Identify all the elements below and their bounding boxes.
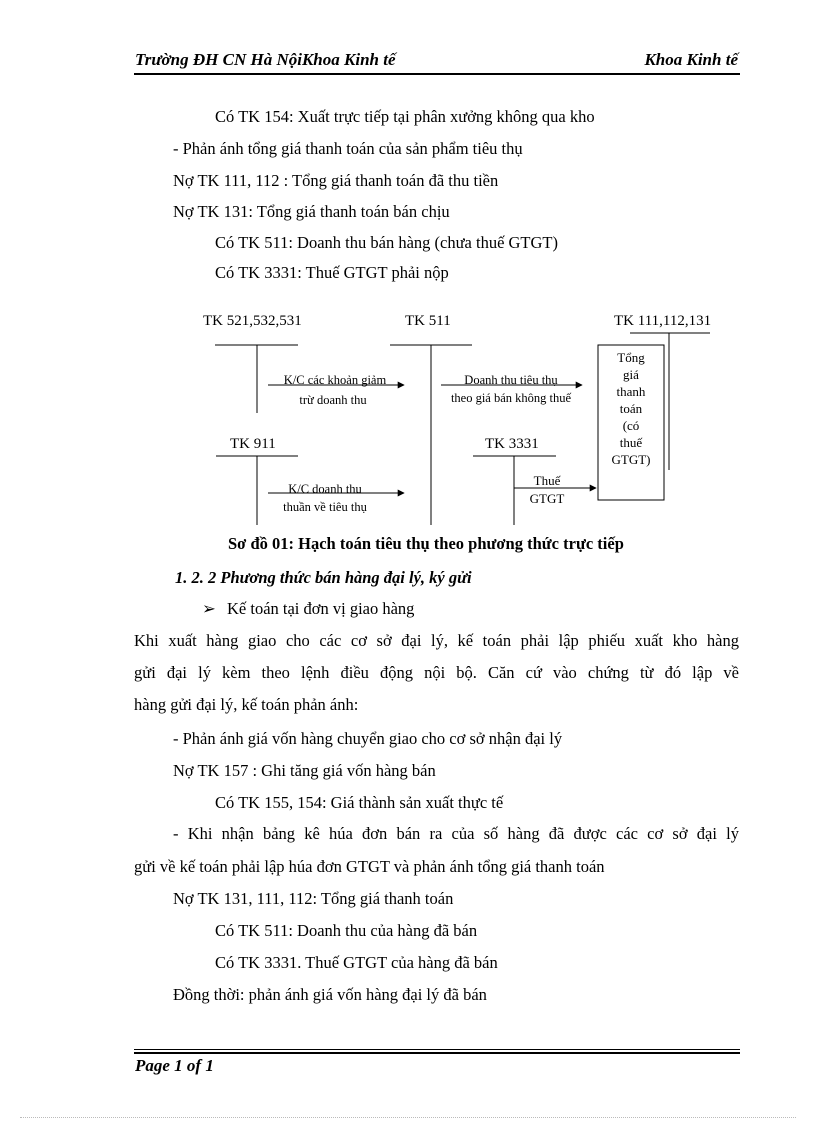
- text-line: - Phản ánh giá vốn hàng chuyển giao cho cơ sở nhận đại lý: [173, 729, 563, 748]
- label-thue-2: GTGT: [529, 491, 565, 506]
- diagram-caption: Sơ đồ 01: Hạch toán tiêu thụ theo phương thức trực tiếp: [228, 534, 624, 553]
- label-tk521: TK 521,532,531: [203, 313, 302, 329]
- text-line: Nợ TK 111, 112 : Tổng giá thanh toán đã thu tiền: [173, 171, 499, 190]
- label-tk511: TK 511: [405, 313, 451, 329]
- text-line: Nợ TK 131, 111, 112: Tổng giá thanh toán: [173, 889, 454, 908]
- box-line: toán: [619, 401, 643, 416]
- box-line: Tổng: [617, 350, 645, 365]
- box-line: giá: [623, 367, 639, 382]
- label-dt-2: theo giá bán không thuế: [450, 391, 572, 405]
- paragraph-line: Khi xuất hàng giao cho các cơ sở đại lý, kế toán phải lập phiếu xuất kho hàng: [134, 631, 739, 650]
- text-line: - Phản ánh tổng giá thanh toán của sản phẩm tiêu thụ: [173, 139, 523, 158]
- header-right: Khoa Kinh tế: [644, 50, 738, 69]
- label-thue-1: Thuế: [533, 473, 561, 488]
- label-kc-dt-1: K/C doanh thu: [288, 482, 362, 496]
- footer-rule-top: [134, 1049, 740, 1050]
- text-line: Có TK 3331: Thuế GTGT phải nộp: [215, 263, 449, 282]
- box-line: (có: [622, 418, 640, 433]
- box-line: thuế: [619, 435, 643, 450]
- header-left: Trường ĐH CN Hà NộiKhoa Kinh tế: [135, 50, 396, 69]
- label-tk3331: TK 3331: [485, 436, 539, 452]
- label-kc-giam-2: trừ doanh thu: [299, 393, 367, 407]
- text-line: Có TK 3331. Thuế GTGT của hàng đã bán: [215, 953, 498, 972]
- bullet-text: Kế toán tại đơn vị giao hàng: [227, 599, 415, 618]
- text-line: Nợ TK 131: Tổng giá thanh toán bán chịu: [173, 202, 450, 221]
- paragraph-line: gửi về kế toán phải lập húa đơn GTGT và phản ánh tổng giá thanh toán: [134, 857, 605, 876]
- box-line: thanh: [616, 384, 646, 399]
- text-line: Nợ TK 157 : Ghi tăng giá vốn hàng bán: [173, 761, 436, 780]
- text-line: Có TK 511: Doanh thu của hàng đã bán: [215, 921, 478, 940]
- footer-rule-bottom: [134, 1052, 740, 1054]
- label-tk911: TK 911: [230, 436, 276, 452]
- paragraph-line: hàng gửi đại lý, kế toán phản ánh:: [134, 695, 359, 714]
- box-line: GTGT): [611, 452, 651, 467]
- page-edge-divider: [20, 1117, 796, 1118]
- label-kc-giam-1: K/C các khoản giảm: [283, 373, 387, 387]
- paragraph-line: - Khi nhận bảng kê húa đơn bán ra của số hàng đã được các cơ sở đại lý: [173, 824, 739, 843]
- section-heading: 1. 2. 2 Phương thức bán hàng đại lý, ký gửi: [175, 568, 472, 587]
- bullet-arrow-icon: ➢: [202, 599, 216, 618]
- label-kc-dt-2: thuần về tiêu thụ: [283, 500, 367, 514]
- label-tk111: TK 111,112,131: [614, 313, 712, 329]
- text-line: Có TK 155, 154: Giá thành sản xuất thực tế: [215, 793, 504, 812]
- text-line: Đồng thời: phản ánh giá vốn hàng đại lý đã bán: [173, 985, 487, 1004]
- label-dt-1: Doanh thu tiêu thụ: [464, 373, 558, 387]
- text-line: Có TK 511: Doanh thu bán hàng (chưa thuế GTGT): [215, 233, 558, 252]
- paragraph-line: gửi đại lý kèm theo lệnh điều động nội bộ. Căn cứ vào chứng từ đó lập về: [134, 663, 739, 682]
- footer-page-number: Page 1 of 1: [135, 1056, 214, 1075]
- text-line: Có TK 154: Xuất trực tiếp tại phân xưởng không qua kho: [215, 107, 595, 126]
